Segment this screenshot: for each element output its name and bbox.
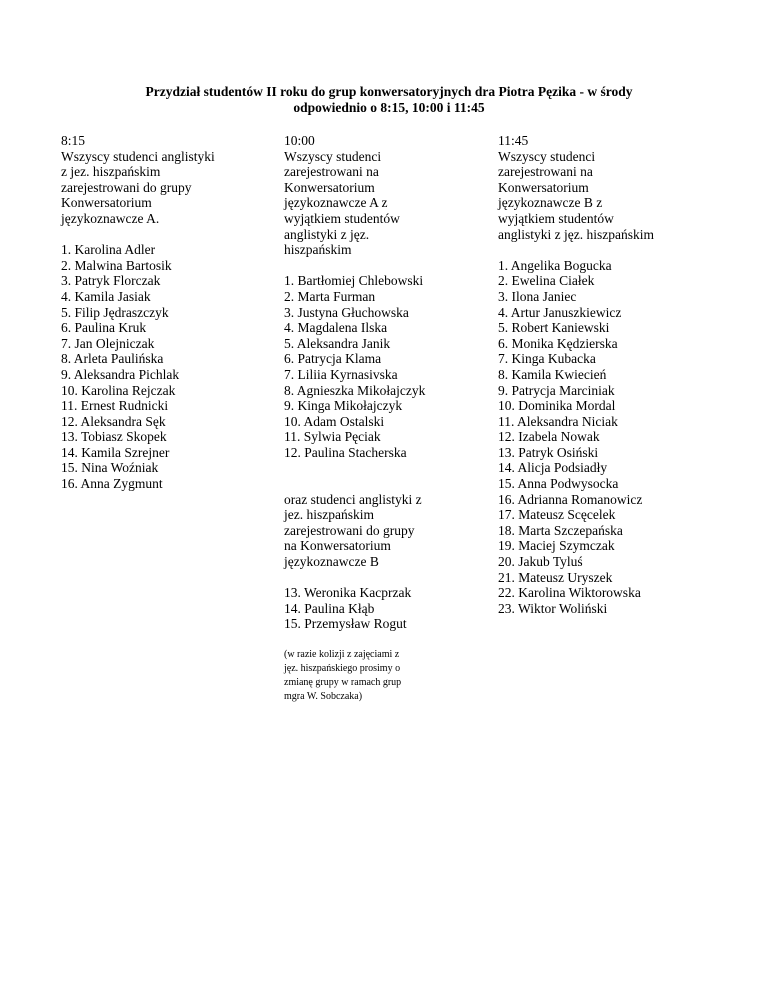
description-line: językoznawcze B bbox=[284, 554, 379, 570]
student-list bbox=[284, 273, 484, 460]
description-line: jez. hiszpańskim bbox=[284, 507, 374, 523]
group-time: 11:45 bbox=[498, 133, 529, 148]
list-item: 16. Anna Zygmunt bbox=[61, 476, 163, 492]
list-item: 2. Ewelina Ciałek bbox=[498, 273, 595, 289]
description-line: wyjątkiem studentów bbox=[284, 210, 400, 226]
list-item: 15. Przemysław Rogut bbox=[284, 616, 407, 632]
list-item: 6. Paulina Kruk bbox=[61, 320, 147, 336]
group-description-secondary bbox=[284, 492, 484, 570]
list-item: 7. Kinga Kubacka bbox=[498, 351, 596, 367]
list-item: 5. Filip Jędraszczyk bbox=[61, 304, 169, 320]
list-item: 14. Kamila Szrejner bbox=[61, 444, 170, 460]
list-item: 18. Marta Szczepańska bbox=[498, 522, 623, 538]
group-description bbox=[498, 149, 708, 243]
list-item: 7. Liliia Kyrnasivska bbox=[284, 366, 398, 382]
spacer bbox=[284, 476, 484, 492]
list-item: 23. Wiktor Woliński bbox=[498, 600, 608, 616]
list-item: 5. Aleksandra Janik bbox=[284, 335, 391, 351]
list-item: 19. Maciej Szymczak bbox=[498, 538, 615, 554]
list-item: 4. Artur Januszkiewicz bbox=[498, 304, 622, 320]
list-item: 22. Karolina Wiktorowska bbox=[498, 585, 641, 601]
description-line: wyjątkiem studentów bbox=[498, 210, 614, 226]
list-item: 21. Mateusz Uryszek bbox=[498, 569, 613, 585]
list-item: 8. Agnieszka Mikołajczyk bbox=[284, 382, 426, 398]
spacer bbox=[498, 242, 708, 258]
list-item: 4. Kamila Jasiak bbox=[61, 288, 151, 304]
spacer bbox=[61, 227, 266, 243]
description-line: zarejestrowani do grupy bbox=[61, 179, 192, 195]
description-line: hiszpańskim bbox=[284, 242, 352, 258]
description-line: anglistyki z jęz. bbox=[284, 226, 370, 242]
list-item: 12. Aleksandra Sęk bbox=[61, 413, 166, 429]
student-list-secondary bbox=[284, 585, 484, 632]
description-line: Wszyscy studenci bbox=[498, 148, 596, 164]
list-item: 3. Patryk Florczak bbox=[61, 273, 161, 289]
list-item: 3. Justyna Głuchowska bbox=[284, 304, 409, 320]
note-line: (w razie kolizji z zajęciami z bbox=[284, 648, 400, 660]
list-item: 13. Tobiasz Skopek bbox=[61, 429, 167, 445]
list-item: 2. Malwina Bartosik bbox=[61, 257, 172, 273]
group-column-1145 bbox=[498, 133, 708, 616]
description-line: oraz studenci anglistyki z bbox=[284, 491, 422, 507]
spacer bbox=[284, 632, 484, 648]
list-item: 5. Robert Kaniewski bbox=[498, 320, 610, 336]
description-line: językoznawcze A. bbox=[61, 210, 160, 226]
list-item: 17. Mateusz Scęcelek bbox=[498, 507, 616, 523]
list-item: 12. Izabela Nowak bbox=[498, 429, 600, 445]
spacer bbox=[284, 258, 484, 274]
title-line-1: Przydział studentów II roku do grup konwersatoryjnych dra Piotra Pęzika - w środy bbox=[145, 84, 633, 99]
list-item: 14. Alicja Podsiadły bbox=[498, 460, 608, 476]
spacer bbox=[284, 570, 484, 586]
list-item: 6. Patrycja Klama bbox=[284, 351, 382, 367]
description-line: językoznawcze A z bbox=[284, 195, 388, 211]
group-description bbox=[61, 149, 266, 227]
list-item: 10. Dominika Mordal bbox=[498, 398, 616, 414]
group-time: 10:00 bbox=[284, 133, 315, 148]
group-column-1000 bbox=[284, 133, 484, 704]
list-item: 10. Adam Ostalski bbox=[284, 413, 385, 429]
list-item: 12. Paulina Stacherska bbox=[284, 444, 407, 460]
group-description bbox=[284, 149, 484, 258]
title-line-2: odpowiednio o 8:15, 10:00 i 11:45 bbox=[293, 100, 485, 115]
list-item: 11. Ernest Rudnicki bbox=[61, 398, 169, 414]
note-line: mgra W. Sobczaka) bbox=[284, 690, 363, 702]
description-line: anglistyki z jęz. hiszpańskim bbox=[498, 226, 654, 242]
description-line: Konwersatorium bbox=[498, 179, 589, 195]
note-line: jęz. hiszpańskiego prosimy o bbox=[284, 662, 401, 674]
group-time: 8:15 bbox=[61, 133, 86, 148]
description-line: zarejestrowani na bbox=[498, 164, 593, 180]
student-list bbox=[498, 258, 708, 617]
list-item: 9. Kinga Mikołajczyk bbox=[284, 398, 403, 414]
list-item: 13. Weronika Kacprzak bbox=[284, 585, 412, 601]
list-item: 11. Aleksandra Niciak bbox=[498, 413, 618, 429]
list-item: 10. Karolina Rejczak bbox=[61, 382, 176, 398]
description-line: zarejestrowani na bbox=[284, 164, 379, 180]
list-item: 14. Paulina Kłąb bbox=[284, 600, 375, 616]
list-item: 6. Monika Kędzierska bbox=[498, 335, 618, 351]
description-line: Wszyscy studenci bbox=[284, 148, 382, 164]
list-item: 11. Sylwia Pęciak bbox=[284, 429, 381, 445]
description-line: Konwersatorium bbox=[61, 195, 152, 211]
conflict-note bbox=[284, 648, 484, 704]
note-line: zmianę grupy w ramach grup bbox=[284, 676, 402, 688]
group-column-0815 bbox=[61, 133, 266, 492]
description-line: z jez. hiszpańskim bbox=[61, 164, 161, 180]
list-item: 3. Ilona Janiec bbox=[498, 288, 577, 304]
description-line: Wszyscy studenci anglistyki bbox=[61, 148, 215, 164]
list-item: 4. Magdalena Ilska bbox=[284, 320, 388, 336]
list-item: 9. Patrycja Marciniak bbox=[498, 382, 615, 398]
list-item: 8. Kamila Kwiecień bbox=[498, 366, 607, 382]
list-item: 13. Patryk Osiński bbox=[498, 444, 599, 460]
list-item: 2. Marta Furman bbox=[284, 288, 376, 304]
list-item: 1. Angelika Bogucka bbox=[498, 257, 612, 273]
list-item: 16. Adrianna Romanowicz bbox=[498, 491, 643, 507]
student-list bbox=[61, 242, 266, 492]
list-item: 7. Jan Olejniczak bbox=[61, 335, 155, 351]
description-line: Konwersatorium bbox=[284, 179, 375, 195]
list-item: 8. Arleta Paulińska bbox=[61, 351, 164, 367]
spacer bbox=[284, 460, 484, 476]
description-line: językoznawcze B z bbox=[498, 195, 603, 211]
list-item: 20. Jakub Tyluś bbox=[498, 554, 583, 570]
list-item: 1. Karolina Adler bbox=[61, 242, 156, 258]
list-item: 15. Anna Podwysocka bbox=[498, 476, 619, 492]
page-title bbox=[60, 84, 718, 116]
description-line: na Konwersatorium bbox=[284, 538, 391, 554]
description-line: zarejestrowani do grupy bbox=[284, 522, 415, 538]
list-item: 15. Nina Woźniak bbox=[61, 460, 159, 476]
list-item: 9. Aleksandra Pichlak bbox=[61, 366, 180, 382]
list-item: 1. Bartłomiej Chlebowski bbox=[284, 273, 424, 289]
